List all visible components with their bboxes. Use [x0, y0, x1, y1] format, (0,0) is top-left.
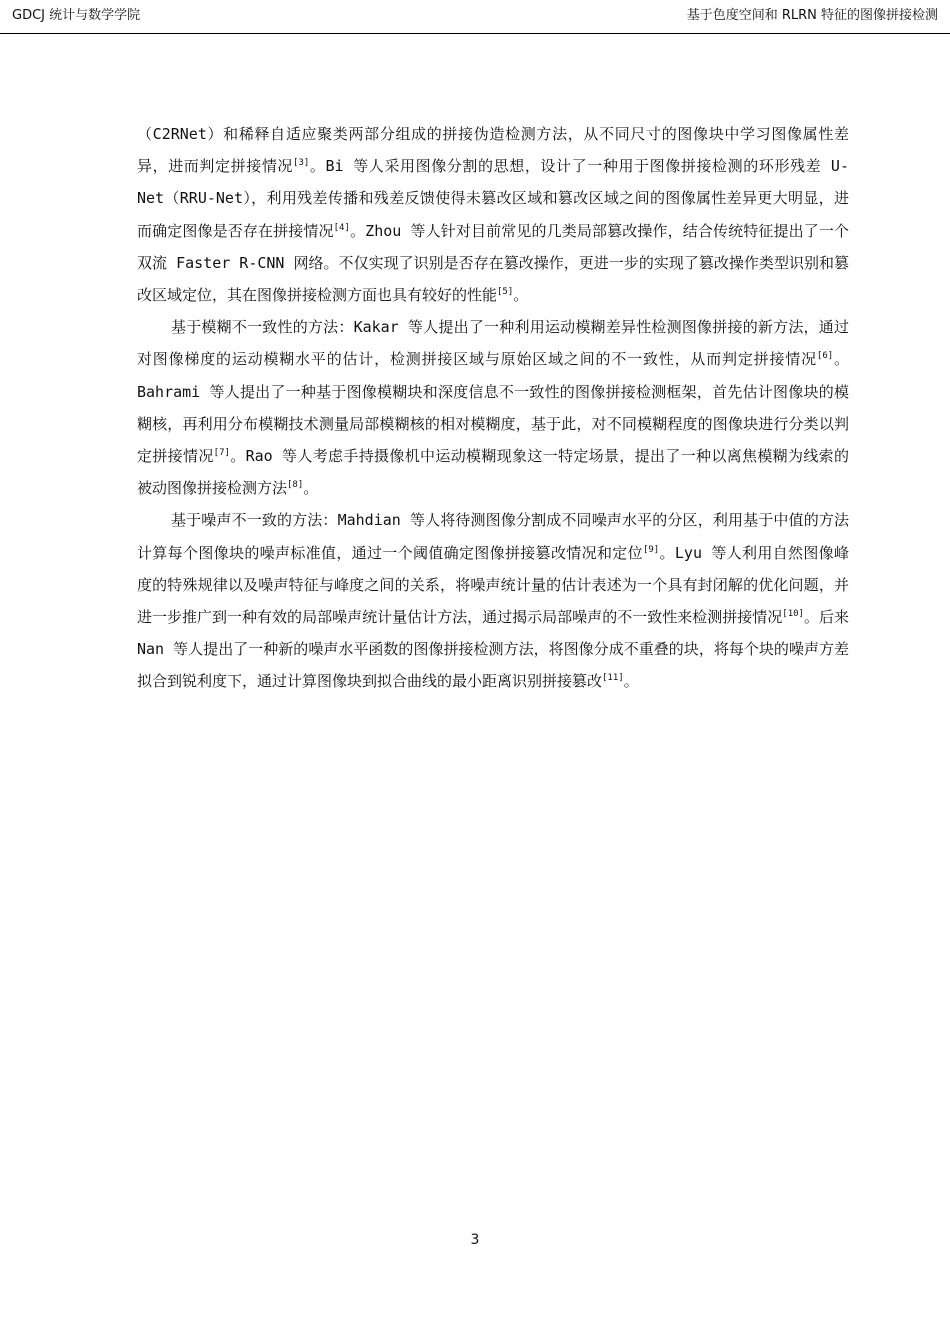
paragraph-text: 。 [303, 479, 319, 498]
paragraph-text: 。Lyu 等人利用自然图像峰度的特殊规律以及噪声特征与峰度之间的关系，将噪声统计量的估计表述为一个具有封闭解的优化问题，并进一步推广到一种有效的局部噪声统计量估计方法，通过揭示局部噪声的不一致性来检测拼接情况 [137, 543, 849, 627]
paragraph-text: 。 [513, 286, 529, 305]
citation-ref: [5] [497, 287, 514, 298]
citation-ref: [4] [333, 222, 350, 233]
paragraph-text: 。后来 Nan 等人提出了一种新的噪声水平函数的图像拼接检测方法，将图像分成不重叠的块，将每个块的噪声方差拟合到锐利度下，通过计算图像块到拟合曲线的最小距离识别拼接篡改 [137, 608, 849, 691]
paragraph-text: 。Rao 等人考虑手持摄像机中运动模糊现象这一特定场景，提出了一种以离焦模糊为线索的被动图像拼接检测方法 [137, 447, 849, 498]
citation-ref: [7] [213, 448, 230, 459]
paragraph-text: 。 [623, 672, 639, 691]
paragraph-text: 基于模糊不一致性的方法：Kakar 等人提出了一种利用运动模糊差异性检测图像拼接的新方法，通过对图像梯度的运动模糊水平的估计，检测拼接区域与原始区域之间的不一致性，从而判定拼接情况 [137, 318, 849, 369]
paragraph-p3 [137, 504, 849, 697]
page-number: 3 [470, 1232, 480, 1248]
paragraph-text: 。Bahrami 等人提出了一种基于图像模糊块和深度信息不一致性的图像拼接检测框架，首先估计图像块的模糊核，再利用分布模糊技术测量局部模糊核的相对模糊度，基于此，对不同模糊程度的图像块进行分类以判定拼接情况 [137, 350, 849, 466]
paragraph-text: （C2RNet）和稀释自适应聚类两部分组成的拼接伪造检测方法，从不同尺寸的图像块中学习图像属性差异，进而判定拼接情况 [137, 125, 849, 176]
citation-ref: [11] [602, 673, 624, 684]
paragraph-text: 基于噪声不一致的方法：Mahdian 等人将待测图像分割成不同噪声水平的分区，利用基于中值的方法计算每个图像块的噪声标准值，通过一个阈值确定图像拼接篡改情况和定位 [137, 511, 849, 562]
header-paper-title: 基于色度空间和 RLRN 特征的图像拼接检测 [686, 8, 938, 23]
citation-ref: [8] [287, 480, 304, 491]
citation-ref: [9] [642, 544, 660, 555]
citation-ref: [6] [816, 351, 834, 362]
citation-ref: [10] [782, 609, 804, 620]
page-header [0, 0, 950, 34]
citation-ref: [3] [293, 158, 310, 169]
paragraph-text: 。Bi 等人采用图像分割的思想，设计了一种用于图像拼接检测的环形残差 U-Net（RRU-Net），利用残差传播和残差反馈使得未篡改区域和篡改区域之间的图像属性差异更大明显，进而确定图像是否存在拼接情况 [137, 157, 849, 240]
paragraph-p2 [137, 311, 849, 504]
paragraph-text: 。Zhou 等人针对目前常见的几类局部篡改操作，结合传统特征提出了一个双流 Faster R-CNN 网络。不仅实现了识别是否存在篡改操作，更进一步的实现了篡改操作类型识别和篡改区域定位，其在图像拼接检测方面也具有较好的性能 [137, 221, 849, 305]
paragraph-p1 [137, 118, 849, 311]
body-text [137, 118, 849, 698]
header-institution: GDCJ 统计与数学学院 [12, 8, 141, 23]
